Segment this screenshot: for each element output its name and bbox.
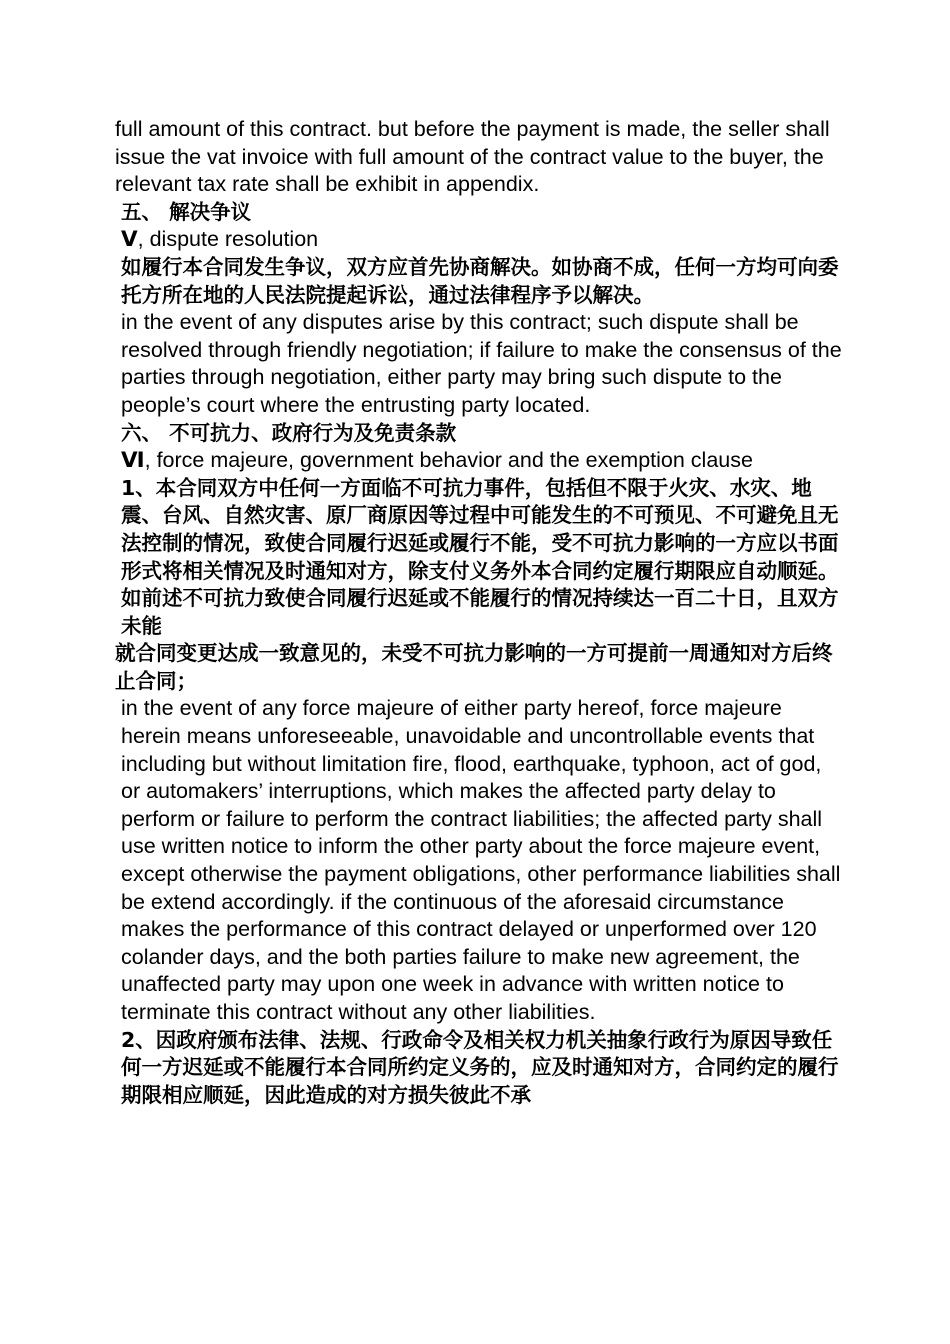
section-5-heading-en xyxy=(115,226,845,254)
section-5-heading-en-text: , dispute resolution xyxy=(137,227,319,252)
section-6-roman-numeral: Ⅵ xyxy=(121,448,145,473)
payment-clause-paragraph: full amount of this contract. but before the payment is made, the seller shall issue the vat invoice with full amount of the contract value to the buyer, the relevant tax rate shall be exhibit in appendix. xyxy=(115,117,836,197)
section-5-body-en: in the event of any disputes arise by this contract; such dispute shall be resolved through friendly negotiation; if failure to make the consensus of the parties through negotiation, either party may bring such dispute to the people’s court where the entrusting party located. xyxy=(121,310,848,417)
section-5-heading-zh: 五、 解决争议 xyxy=(121,199,252,224)
section-6-item-1-zh-part-a: 1、本合同双方中任何一方面临不可抗力事件，包括但不限于火灾、水灾、地震、台风、自然灾害、原厂商原因等过程中可能发生的不可预见、不可避免且无法控制的情况，致使合同履行迟延或履行不能，受不可抗力影响的一方应以书面形式将相关情况及时通知对方，除支付义务外本合同约定履行期限应自动顺延。如前述不可抗力致使合同履行迟延或不能履行的情况持续达一百二十日，且双方未能 xyxy=(121,475,839,638)
document-page xyxy=(115,116,848,1109)
section-6-heading-zh: 六、 不可抗力、政府行为及免责条款 xyxy=(121,420,457,445)
section-6-item-1-en: in the event of any force majeure of either party hereof, force majeure herein means unforeseeable, unavoidable and uncontrollable events that including but without limitation fire, flood, earthquake, typhoon, act of god, or automakers’ interruptions, which makes the affected party delay to perform or failure to perform the contract liabilities; the affected party shall use written notice to inform the other party about the force majeure event, except otherwise the payment obligations, other performance liabilities shall be extend accordingly. if the continuous of the aforesaid circumstance makes the performance of this contract delayed or unperformed over 120 colander days, and the both parties failure to make new agreement, the unaffected party may upon one week in advance with written notice to terminate this contract without any other liabilities. xyxy=(121,696,847,1024)
section-6-heading-en xyxy=(115,447,845,475)
section-5-body-zh: 如履行本合同发生争议，双方应首先协商解决。如协商不成，任何一方均可向委托方所在地的人民法院提起诉讼，通过法律程序予以解决。 xyxy=(121,254,839,307)
section-6-heading-en-text: , force majeure, government behavior and the exemption clause xyxy=(144,448,753,473)
section-5-roman-numeral: Ⅴ xyxy=(121,227,138,252)
section-6-item-2-zh: 2、因政府颁布法律、法规、行政命令及相关权力机关抽象行政行为原因导致任何一方迟延或不能履行本合同所约定义务的，应及时通知对方，合同约定的履行期限相应顺延，因此造成的对方损失彼此不承 xyxy=(121,1027,839,1107)
section-6-item-1-zh-part-b: 就合同变更达成一致意见的，未受不可抗力影响的一方可提前一周通知对方后终止合同； xyxy=(115,641,833,693)
